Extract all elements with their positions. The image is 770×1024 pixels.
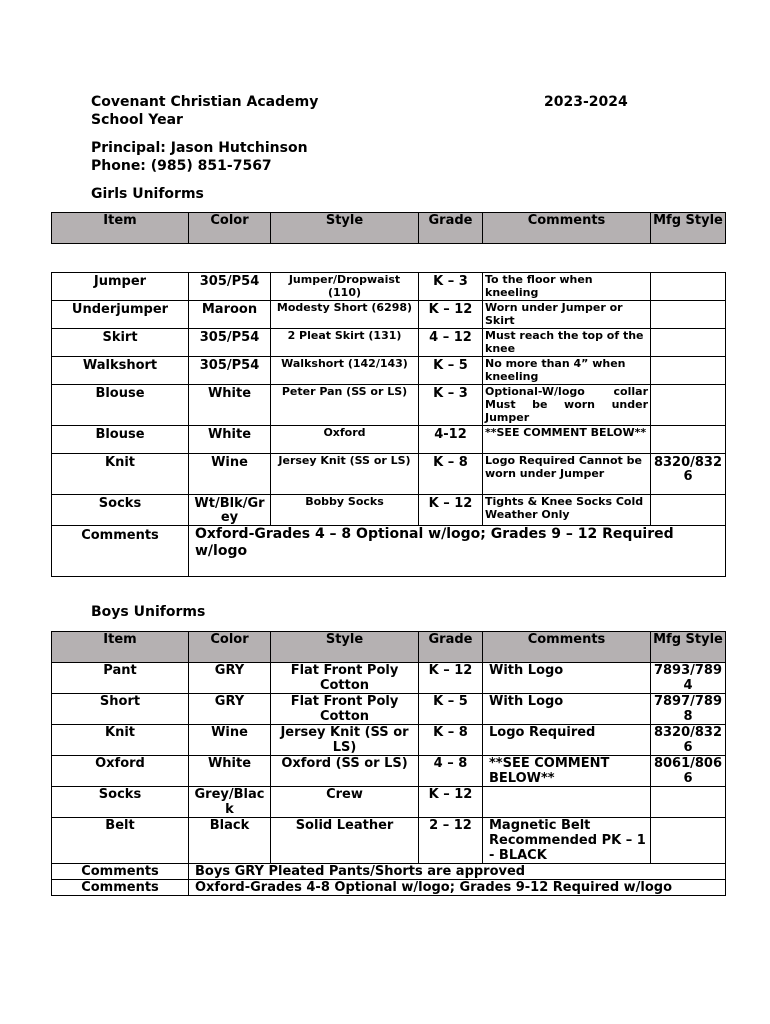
cell-color: White — [189, 385, 271, 426]
cell-grade: K – 8 — [419, 725, 483, 756]
table-row — [52, 756, 726, 787]
comments-text: Oxford-Grades 4 – 8 Optional w/logo; Grades 9 – 12 Required w/logo — [189, 526, 726, 577]
cell-style: Modesty Short (6298) — [271, 301, 419, 329]
table-row — [52, 301, 726, 329]
cell-comments: Tights & Knee Socks Cold Weather Only — [483, 495, 651, 526]
col-grade: Grade — [419, 632, 483, 663]
cell-comments: Magnetic Belt Recommended PK – 1 - BLACK — [483, 818, 651, 864]
cell-mfg — [651, 818, 726, 864]
cell-comments — [483, 787, 651, 818]
cell-comments: Must reach the top of the knee — [483, 329, 651, 357]
cell-style: Bobby Socks — [271, 495, 419, 526]
table-row — [52, 329, 726, 357]
cell-item: Blouse — [52, 385, 189, 426]
comments-text: Boys GRY Pleated Pants/Shorts are approved — [189, 864, 726, 880]
school-year-value: 2023-2024 — [544, 94, 628, 110]
comments-label: Comments — [52, 526, 189, 577]
cell-mfg — [651, 495, 726, 526]
cell-color: Wine — [189, 454, 271, 495]
girls-header-row — [52, 213, 726, 244]
comments-row — [52, 864, 726, 880]
col-item: Item — [52, 632, 189, 663]
cell-grade: 4 – 12 — [419, 329, 483, 357]
col-item: Item — [52, 213, 189, 244]
cell-mfg — [651, 787, 726, 818]
cell-comments: **SEE COMMENT BELOW** — [483, 756, 651, 787]
cell-style: Peter Pan (SS or LS) — [271, 385, 419, 426]
cell-style: Oxford — [271, 426, 419, 454]
cell-grade: K – 5 — [419, 694, 483, 725]
table-row — [52, 787, 726, 818]
cell-grade: K – 8 — [419, 454, 483, 495]
col-style: Style — [271, 213, 419, 244]
cell-color: GRY — [189, 694, 271, 725]
table-row — [52, 663, 726, 694]
cell-grade: K – 12 — [419, 663, 483, 694]
cell-item: Oxford — [52, 756, 189, 787]
comments-text: Oxford-Grades 4-8 Optional w/logo; Grades 9-12 Required w/logo — [189, 880, 726, 896]
cell-color: Wt/Blk/Grey — [189, 495, 271, 526]
cell-mfg — [651, 301, 726, 329]
cell-color: Maroon — [189, 301, 271, 329]
cell-item: Blouse — [52, 426, 189, 454]
cell-mfg: 8320/8326 — [651, 454, 726, 495]
cell-style: Crew — [271, 787, 419, 818]
table-row — [52, 694, 726, 725]
comments-label: Comments — [52, 880, 189, 896]
cell-style: Flat Front Poly Cotton — [271, 694, 419, 725]
cell-style: 2 Pleat Skirt (131) — [271, 329, 419, 357]
cell-comments: With Logo — [483, 663, 651, 694]
girls-section-title: Girls Uniforms — [91, 186, 204, 202]
cell-item: Jumper — [52, 273, 189, 301]
cell-item: Belt — [52, 818, 189, 864]
col-grade: Grade — [419, 213, 483, 244]
cell-mfg — [651, 357, 726, 385]
cell-comments: No more than 4” when kneeling — [483, 357, 651, 385]
table-row — [52, 426, 726, 454]
cell-color: Grey/Black — [189, 787, 271, 818]
cell-mfg — [651, 385, 726, 426]
boys-section-title: Boys Uniforms — [91, 604, 206, 620]
cell-item: Skirt — [52, 329, 189, 357]
cell-mfg — [651, 329, 726, 357]
cell-comments: Optional-W/logo collar Must be worn under Jumper — [483, 385, 651, 426]
cell-comments: Worn under Jumper or Skirt — [483, 301, 651, 329]
cell-mfg: 8061/8066 — [651, 756, 726, 787]
cell-grade: 4-12 — [419, 426, 483, 454]
cell-item: Socks — [52, 787, 189, 818]
cell-grade: K – 12 — [419, 495, 483, 526]
boys-header-row — [52, 632, 726, 663]
cell-item: Socks — [52, 495, 189, 526]
cell-grade: K – 3 — [419, 273, 483, 301]
col-mfg-style: Mfg Style — [651, 213, 726, 244]
cell-item: Walkshort — [52, 357, 189, 385]
cell-grade: K – 12 — [419, 301, 483, 329]
col-mfg-style: Mfg Style — [651, 632, 726, 663]
col-comments: Comments — [483, 632, 651, 663]
principal: Principal: Jason Hutchinson — [91, 140, 308, 156]
cell-style: Jersey Knit (SS or LS) — [271, 454, 419, 495]
table-row — [52, 273, 726, 301]
comments-label: Comments — [52, 864, 189, 880]
cell-grade: 4 – 8 — [419, 756, 483, 787]
cell-item: Knit — [52, 454, 189, 495]
cell-comments: With Logo — [483, 694, 651, 725]
table-row — [52, 818, 726, 864]
cell-style: Oxford (SS or LS) — [271, 756, 419, 787]
cell-comments: To the floor when kneeling — [483, 273, 651, 301]
table-row — [52, 454, 726, 495]
table-row — [52, 725, 726, 756]
cell-grade: 2 – 12 — [419, 818, 483, 864]
table-row — [52, 357, 726, 385]
cell-color: 305/P54 — [189, 273, 271, 301]
cell-comments: **SEE COMMENT BELOW** — [483, 426, 651, 454]
cell-color: White — [189, 756, 271, 787]
cell-mfg: 7897/7898 — [651, 694, 726, 725]
school-year-label: School Year — [91, 112, 183, 128]
girls-uniforms-table — [51, 272, 726, 577]
boys-uniforms-table — [51, 631, 726, 896]
cell-item: Knit — [52, 725, 189, 756]
cell-color: Black — [189, 818, 271, 864]
school-name: Covenant Christian Academy — [91, 94, 319, 110]
cell-color: White — [189, 426, 271, 454]
col-comments: Comments — [483, 213, 651, 244]
cell-color: 305/P54 — [189, 329, 271, 357]
cell-grade: K – 5 — [419, 357, 483, 385]
cell-style: Walkshort (142/143) — [271, 357, 419, 385]
cell-mfg: 8320/8326 — [651, 725, 726, 756]
cell-comments: Logo Required — [483, 725, 651, 756]
table-row — [52, 495, 726, 526]
cell-style: Flat Front Poly Cotton — [271, 663, 419, 694]
cell-item: Short — [52, 694, 189, 725]
cell-grade: K – 12 — [419, 787, 483, 818]
cell-grade: K – 3 — [419, 385, 483, 426]
cell-item: Pant — [52, 663, 189, 694]
cell-style: Jumper/Dropwaist (110) — [271, 273, 419, 301]
cell-style: Solid Leather — [271, 818, 419, 864]
table-row — [52, 385, 726, 426]
cell-mfg — [651, 426, 726, 454]
cell-color: Wine — [189, 725, 271, 756]
cell-style: Jersey Knit (SS or LS) — [271, 725, 419, 756]
col-color: Color — [189, 213, 271, 244]
comments-row — [52, 880, 726, 896]
col-color: Color — [189, 632, 271, 663]
phone: Phone: (985) 851-7567 — [91, 158, 272, 174]
col-style: Style — [271, 632, 419, 663]
cell-comments: Logo Required Cannot be worn under Jumper — [483, 454, 651, 495]
cell-color: GRY — [189, 663, 271, 694]
cell-item: Underjumper — [52, 301, 189, 329]
cell-mfg: 7893/7894 — [651, 663, 726, 694]
cell-mfg — [651, 273, 726, 301]
cell-color: 305/P54 — [189, 357, 271, 385]
comments-row — [52, 526, 726, 577]
girls-header-table — [51, 212, 726, 244]
